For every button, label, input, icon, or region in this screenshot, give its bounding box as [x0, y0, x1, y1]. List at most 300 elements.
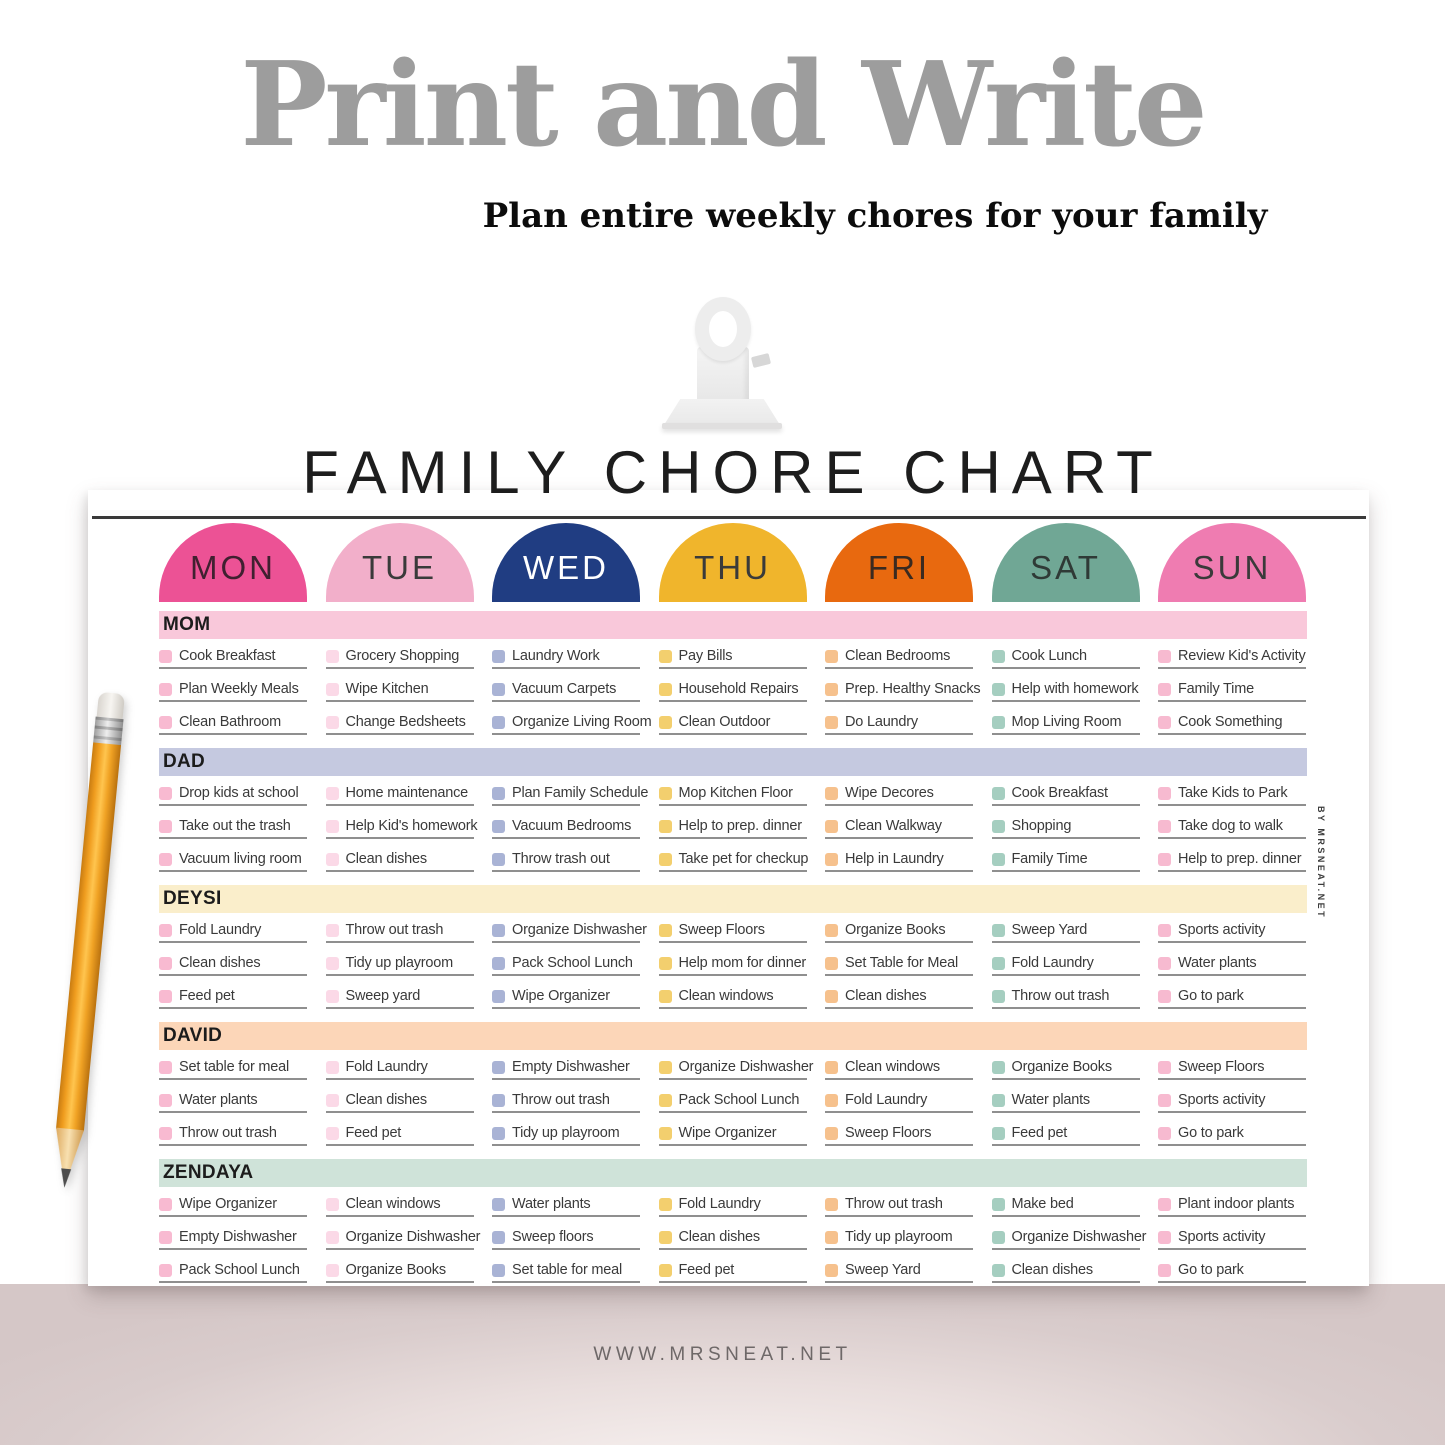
clip-lip	[662, 423, 782, 429]
chore-label: Shopping	[1011, 818, 1072, 834]
chore-cell	[326, 919, 474, 943]
chore-checkbox[interactable]	[659, 650, 672, 663]
chore-checkbox[interactable]	[1158, 650, 1171, 663]
chore-cell	[659, 952, 807, 976]
chore-cell	[1158, 815, 1306, 839]
chore-cell	[326, 678, 474, 702]
chore-cell	[659, 1089, 807, 1113]
chore-label: Sweep Yard	[1011, 922, 1088, 938]
chore-cell	[659, 985, 807, 1009]
chore-checkbox[interactable]	[825, 1127, 838, 1140]
chore-checkbox[interactable]	[159, 957, 172, 970]
chore-label: Change Bedsheets	[345, 714, 466, 730]
chore-label: Cook Lunch	[1011, 648, 1087, 664]
chore-checkbox[interactable]	[659, 1264, 672, 1277]
chore-cell	[992, 645, 1140, 669]
chore-label: Drop kids at school	[179, 785, 299, 801]
chore-checkbox[interactable]	[326, 1094, 339, 1107]
chore-checkbox[interactable]	[326, 1127, 339, 1140]
chore-cell	[659, 1056, 814, 1080]
day-header-wed: WED	[492, 523, 640, 602]
chore-grid	[159, 1056, 1307, 1155]
chore-label: Clean dishes	[345, 851, 427, 867]
member-band	[159, 748, 1307, 776]
chore-cell	[992, 1089, 1140, 1113]
chore-cell	[659, 1259, 807, 1283]
chore-label: Help with homework	[1011, 681, 1139, 697]
chore-checkbox[interactable]	[659, 853, 672, 866]
chore-cell	[825, 782, 973, 806]
chore-checkbox[interactable]	[992, 924, 1005, 937]
chore-checkbox[interactable]	[159, 1264, 172, 1277]
chore-checkbox[interactable]	[1158, 820, 1171, 833]
chore-label: Sweep floors	[512, 1229, 594, 1245]
chore-label: Sports activity	[1178, 922, 1266, 938]
chore-checkbox[interactable]	[326, 683, 339, 696]
chore-cell	[159, 782, 307, 806]
chore-checkbox[interactable]	[825, 853, 838, 866]
chore-cell	[992, 711, 1140, 735]
chore-checkbox[interactable]	[1158, 1198, 1171, 1211]
chore-label: Sweep Floors	[1178, 1059, 1265, 1075]
chore-checkbox[interactable]	[659, 1094, 672, 1107]
chore-checkbox[interactable]	[492, 820, 505, 833]
chore-cell	[1158, 1259, 1306, 1283]
chore-label: Organize Dishwasher	[678, 1059, 814, 1075]
day-header-mon: MON	[159, 523, 307, 602]
chore-checkbox[interactable]	[659, 1198, 672, 1211]
chore-label: Throw out trash	[345, 922, 444, 938]
chore-checkbox[interactable]	[326, 924, 339, 937]
chore-checkbox[interactable]	[159, 1061, 172, 1074]
day-header-sat: SAT	[992, 523, 1140, 602]
chore-checkbox[interactable]	[992, 1231, 1005, 1244]
bulldog-clip-icon	[660, 295, 785, 430]
chore-label: Sweep yard	[345, 988, 421, 1004]
chore-cell	[1158, 1122, 1306, 1146]
chore-cell	[659, 645, 807, 669]
chore-cell	[992, 1056, 1140, 1080]
chore-label: Organize Books	[845, 922, 946, 938]
member-band	[159, 611, 1307, 639]
chore-grid	[159, 1193, 1307, 1292]
chore-cell	[492, 1056, 640, 1080]
member-name: DAD	[163, 751, 206, 772]
chore-label: Help to prep. dinner	[678, 818, 802, 834]
chore-cell	[326, 985, 474, 1009]
chore-cell	[159, 1259, 307, 1283]
chore-checkbox[interactable]	[659, 787, 672, 800]
chore-label: Mop Kitchen Floor	[678, 785, 793, 801]
chore-checkbox[interactable]	[825, 1264, 838, 1277]
chore-checkbox[interactable]	[1158, 1264, 1171, 1277]
chore-checkbox[interactable]	[326, 1231, 339, 1244]
chore-cell	[159, 1193, 307, 1217]
chore-cell	[1158, 985, 1306, 1009]
chore-cell	[825, 678, 981, 702]
chore-label: Clean windows	[345, 1196, 441, 1212]
chore-label: Wipe Organizer	[678, 1125, 777, 1141]
chore-checkbox[interactable]	[492, 1061, 505, 1074]
chore-checkbox[interactable]	[825, 787, 838, 800]
chore-cell	[1158, 1226, 1306, 1250]
chore-checkbox[interactable]	[992, 683, 1005, 696]
chore-checkbox[interactable]	[492, 1231, 505, 1244]
chore-checkbox[interactable]	[659, 820, 672, 833]
title-divider	[92, 516, 1366, 519]
chore-cell	[659, 1193, 807, 1217]
chore-label: Set table for meal	[179, 1059, 290, 1075]
chore-checkbox[interactable]	[825, 1231, 838, 1244]
chore-cell	[1158, 645, 1306, 669]
chore-checkbox[interactable]	[326, 716, 339, 729]
chore-checkbox[interactable]	[492, 990, 505, 1003]
day-header-thu: THU	[659, 523, 807, 602]
chore-cell	[1158, 782, 1306, 806]
chore-checkbox[interactable]	[492, 1198, 505, 1211]
chore-cell	[492, 985, 640, 1009]
chore-checkbox[interactable]	[1158, 1127, 1171, 1140]
chore-checkbox[interactable]	[825, 683, 838, 696]
chore-checkbox[interactable]	[992, 957, 1005, 970]
chore-cell	[326, 1056, 474, 1080]
chore-checkbox[interactable]	[326, 650, 339, 663]
chore-cell	[159, 645, 307, 669]
chore-checkbox[interactable]	[159, 853, 172, 866]
chore-cell	[825, 815, 973, 839]
chore-cell	[492, 919, 647, 943]
chore-checkbox[interactable]	[992, 853, 1005, 866]
chore-label: Sweep Floors	[678, 922, 765, 938]
chore-label: Plant indoor plants	[1178, 1196, 1295, 1212]
chore-label: Organize Dishwasher	[1011, 1229, 1147, 1245]
chore-checkbox[interactable]	[992, 990, 1005, 1003]
member-name: DEYSI	[163, 888, 222, 909]
chore-label: Water plants	[1178, 955, 1257, 971]
chore-label: Clean Bedrooms	[845, 648, 951, 664]
chore-label: Wipe Decores	[845, 785, 934, 801]
chore-cell	[492, 1259, 640, 1283]
chore-checkbox[interactable]	[825, 957, 838, 970]
chore-checkbox[interactable]	[492, 1094, 505, 1107]
member-section-david	[159, 1022, 1307, 1155]
chore-checkbox[interactable]	[1158, 787, 1171, 800]
chore-checkbox[interactable]	[659, 957, 672, 970]
member-name: DAVID	[163, 1025, 223, 1046]
chore-grid	[159, 645, 1307, 744]
chore-cell	[992, 919, 1140, 943]
chore-label: Clean dishes	[1011, 1262, 1093, 1278]
chore-label: Take dog to walk	[1178, 818, 1283, 834]
chore-cell	[825, 1089, 973, 1113]
chore-checkbox[interactable]	[992, 1264, 1005, 1277]
chore-label: Throw out trash	[845, 1196, 943, 1212]
chore-label: Vacuum living room	[179, 851, 302, 867]
chore-label: Organize Dishwasher	[512, 922, 647, 938]
chart-body	[159, 611, 1307, 1296]
chore-checkbox[interactable]	[492, 924, 505, 937]
chore-checkbox[interactable]	[825, 924, 838, 937]
chore-label: Review Kid's Activity	[1178, 648, 1306, 664]
day-header-sun: SUN	[1158, 523, 1306, 602]
chore-label: Plan Weekly Meals	[179, 681, 299, 697]
chore-label: Prep. Healthy Snacks	[845, 681, 981, 697]
chore-label: Wipe Organizer	[512, 988, 610, 1004]
chore-checkbox[interactable]	[159, 787, 172, 800]
chore-label: Wipe Organizer	[179, 1196, 277, 1212]
chore-cell	[159, 815, 307, 839]
chore-cell	[659, 782, 807, 806]
chore-label: Organize Dishwasher	[345, 1229, 481, 1245]
chore-checkbox[interactable]	[825, 990, 838, 1003]
chore-cell	[992, 1193, 1140, 1217]
chore-cell	[1158, 1193, 1306, 1217]
chore-label: Tidy up playroom	[512, 1125, 620, 1141]
chore-label: Water plants	[1011, 1092, 1090, 1108]
chore-label: Household Repairs	[678, 681, 799, 697]
chore-cell	[492, 1193, 640, 1217]
chore-label: Vacuum Carpets	[512, 681, 617, 697]
chore-label: Go to park	[1178, 988, 1244, 1004]
chore-cell	[492, 782, 649, 806]
chore-cell	[825, 1056, 973, 1080]
chore-label: Go to park	[1178, 1262, 1244, 1278]
chore-label: Organize Books	[345, 1262, 446, 1278]
chore-checkbox[interactable]	[492, 787, 505, 800]
chore-checkbox[interactable]	[159, 990, 172, 1003]
chore-label: Feed pet	[179, 988, 235, 1004]
chore-label: Fold Laundry	[1011, 955, 1094, 971]
member-name: MOM	[163, 614, 211, 635]
chore-cell	[659, 1226, 807, 1250]
chore-cell	[825, 985, 973, 1009]
website-url: WWW.MRSNEAT.NET	[593, 1344, 852, 1365]
chore-label: Organize Living Room	[512, 714, 652, 730]
chore-label: Pack School Lunch	[678, 1092, 800, 1108]
chore-label: Cook Breakfast	[1011, 785, 1108, 801]
chore-checkbox[interactable]	[326, 820, 339, 833]
chore-cell	[992, 678, 1140, 702]
chore-label: Sweep Yard	[845, 1262, 921, 1278]
chore-label: Feed pet	[678, 1262, 735, 1278]
chore-checkbox[interactable]	[159, 1094, 172, 1107]
chore-checkbox[interactable]	[1158, 990, 1171, 1003]
chore-checkbox[interactable]	[1158, 853, 1171, 866]
chore-cell	[1158, 919, 1306, 943]
chore-cell	[159, 1056, 307, 1080]
chore-label: Set table for meal	[512, 1262, 623, 1278]
chore-cell	[659, 711, 807, 735]
chore-label: Do Laundry	[845, 714, 918, 730]
chore-cell	[326, 815, 478, 839]
chore-checkbox[interactable]	[159, 1231, 172, 1244]
chore-label: Clean dishes	[678, 1229, 760, 1245]
chore-checkbox[interactable]	[992, 650, 1005, 663]
chore-label: Help Kid's homework	[345, 818, 478, 834]
chore-checkbox[interactable]	[1158, 716, 1171, 729]
chore-checkbox[interactable]	[326, 787, 339, 800]
chore-cell	[326, 711, 474, 735]
chore-checkbox[interactable]	[659, 1127, 672, 1140]
chore-label: Family Time	[1011, 851, 1088, 867]
chore-label: Feed pet	[345, 1125, 402, 1141]
chore-cell	[326, 848, 474, 872]
chore-cell	[825, 645, 973, 669]
chore-label: Clean Bathroom	[179, 714, 281, 730]
chore-cell	[659, 848, 807, 872]
chore-checkbox[interactable]	[992, 1127, 1005, 1140]
chore-checkbox[interactable]	[659, 683, 672, 696]
chore-checkbox[interactable]	[326, 1264, 339, 1277]
chore-cell	[825, 711, 973, 735]
chore-checkbox[interactable]	[492, 1264, 505, 1277]
chore-checkbox[interactable]	[492, 957, 505, 970]
chore-label: Grocery Shopping	[345, 648, 460, 664]
chore-cell	[992, 848, 1140, 872]
chore-checkbox[interactable]	[159, 820, 172, 833]
chore-label: Mop Living Room	[1011, 714, 1122, 730]
chore-checkbox[interactable]	[159, 1198, 172, 1211]
page-subtitle: Plan entire weekly chores for your family	[482, 196, 1268, 236]
days-row	[159, 523, 1307, 602]
chore-checkbox[interactable]	[1158, 957, 1171, 970]
chore-cell	[159, 848, 307, 872]
chore-checkbox[interactable]	[1158, 1061, 1171, 1074]
chore-cell	[659, 678, 807, 702]
chore-cell	[1158, 1089, 1306, 1113]
chore-checkbox[interactable]	[326, 853, 339, 866]
chore-checkbox[interactable]	[992, 716, 1005, 729]
chore-checkbox[interactable]	[492, 650, 505, 663]
chore-cell	[1158, 711, 1306, 735]
chore-label: Organize Books	[1011, 1059, 1112, 1075]
chore-cell	[825, 952, 973, 976]
chore-checkbox[interactable]	[492, 853, 505, 866]
chore-label: Throw out trash	[512, 1092, 610, 1108]
chore-checkbox[interactable]	[159, 650, 172, 663]
chore-checkbox[interactable]	[326, 1198, 339, 1211]
chore-label: Feed pet	[1011, 1125, 1068, 1141]
chore-label: Help in Laundry	[845, 851, 944, 867]
chore-checkbox[interactable]	[159, 1127, 172, 1140]
chore-checkbox[interactable]	[492, 716, 505, 729]
member-section-mom	[159, 611, 1307, 744]
chore-cell	[326, 1089, 474, 1113]
chore-cell	[992, 815, 1140, 839]
chore-checkbox[interactable]	[992, 787, 1005, 800]
chore-label: Help to prep. dinner	[1178, 851, 1302, 867]
day-header-tue: TUE	[326, 523, 474, 602]
chore-checkbox[interactable]	[825, 1061, 838, 1074]
chore-label: Sweep Floors	[845, 1125, 932, 1141]
chore-checkbox[interactable]	[326, 990, 339, 1003]
chore-label: Vacuum Bedrooms	[512, 818, 632, 834]
chore-checkbox[interactable]	[992, 1198, 1005, 1211]
chore-checkbox[interactable]	[825, 820, 838, 833]
chore-label: Clean windows	[845, 1059, 940, 1075]
chore-checkbox[interactable]	[992, 820, 1005, 833]
member-band	[159, 1022, 1307, 1050]
chore-cell	[326, 1193, 474, 1217]
chore-cell	[159, 678, 307, 702]
chore-cell	[492, 952, 640, 976]
chore-label: Plan Family Schedule	[512, 785, 649, 801]
chore-checkbox[interactable]	[659, 1061, 672, 1074]
chore-checkbox[interactable]	[825, 1198, 838, 1211]
chore-cell	[992, 1226, 1147, 1250]
chore-label: Wipe Kitchen	[345, 681, 429, 697]
chore-cell	[825, 1193, 973, 1217]
chore-checkbox[interactable]	[1158, 683, 1171, 696]
chore-cell	[492, 815, 640, 839]
chore-checkbox[interactable]	[659, 924, 672, 937]
chore-checkbox[interactable]	[659, 990, 672, 1003]
chore-checkbox[interactable]	[159, 683, 172, 696]
chore-cell	[159, 1089, 307, 1113]
pencil-lead	[59, 1168, 71, 1188]
chore-label: Clean dishes	[345, 1092, 427, 1108]
chore-checkbox[interactable]	[159, 716, 172, 729]
chore-cell	[659, 1122, 807, 1146]
chore-checkbox[interactable]	[326, 1061, 339, 1074]
chore-checkbox[interactable]	[825, 650, 838, 663]
chore-cell	[326, 782, 474, 806]
chore-checkbox[interactable]	[1158, 1094, 1171, 1107]
byline-vertical: BY MRSNEAT.NET	[1316, 806, 1326, 920]
chore-label: Set Table for Meal	[845, 955, 959, 971]
chore-cell	[992, 952, 1140, 976]
chore-cell	[326, 1122, 474, 1146]
chore-cell	[992, 782, 1140, 806]
chore-label: Make bed	[1011, 1196, 1074, 1212]
chore-checkbox[interactable]	[492, 1127, 505, 1140]
chore-label: Clean Walkway	[845, 818, 942, 834]
chore-label: Fold Laundry	[179, 922, 262, 938]
chore-label: Clean dishes	[179, 955, 261, 971]
chore-checkbox[interactable]	[659, 716, 672, 729]
chore-label: Fold Laundry	[345, 1059, 428, 1075]
chore-cell	[825, 1122, 973, 1146]
chore-label: Help mom for dinner	[678, 955, 807, 971]
chore-checkbox[interactable]	[1158, 924, 1171, 937]
chore-checkbox[interactable]	[659, 1231, 672, 1244]
chore-label: Throw out trash	[179, 1125, 277, 1141]
chore-cell	[159, 985, 307, 1009]
chore-cell	[159, 919, 307, 943]
chore-cell	[659, 815, 807, 839]
chore-cell	[326, 952, 474, 976]
chore-checkbox[interactable]	[492, 683, 505, 696]
chore-label: Empty Dishwasher	[512, 1059, 630, 1075]
chore-label: Clean windows	[678, 988, 774, 1004]
chore-label: Tidy up playroom	[845, 1229, 953, 1245]
chore-checkbox[interactable]	[1158, 1231, 1171, 1244]
chore-checkbox[interactable]	[825, 716, 838, 729]
member-band	[159, 885, 1307, 913]
chore-checkbox[interactable]	[992, 1061, 1005, 1074]
chore-checkbox[interactable]	[992, 1094, 1005, 1107]
chore-cell	[492, 645, 640, 669]
chore-cell	[1158, 952, 1306, 976]
member-name: ZENDAYA	[163, 1162, 254, 1183]
chore-checkbox[interactable]	[326, 957, 339, 970]
day-header-fri: FRI	[825, 523, 973, 602]
chore-cell	[992, 1122, 1140, 1146]
chore-cell	[1158, 1056, 1306, 1080]
member-section-dad	[159, 748, 1307, 881]
chore-checkbox[interactable]	[825, 1094, 838, 1107]
chore-checkbox[interactable]	[159, 924, 172, 937]
